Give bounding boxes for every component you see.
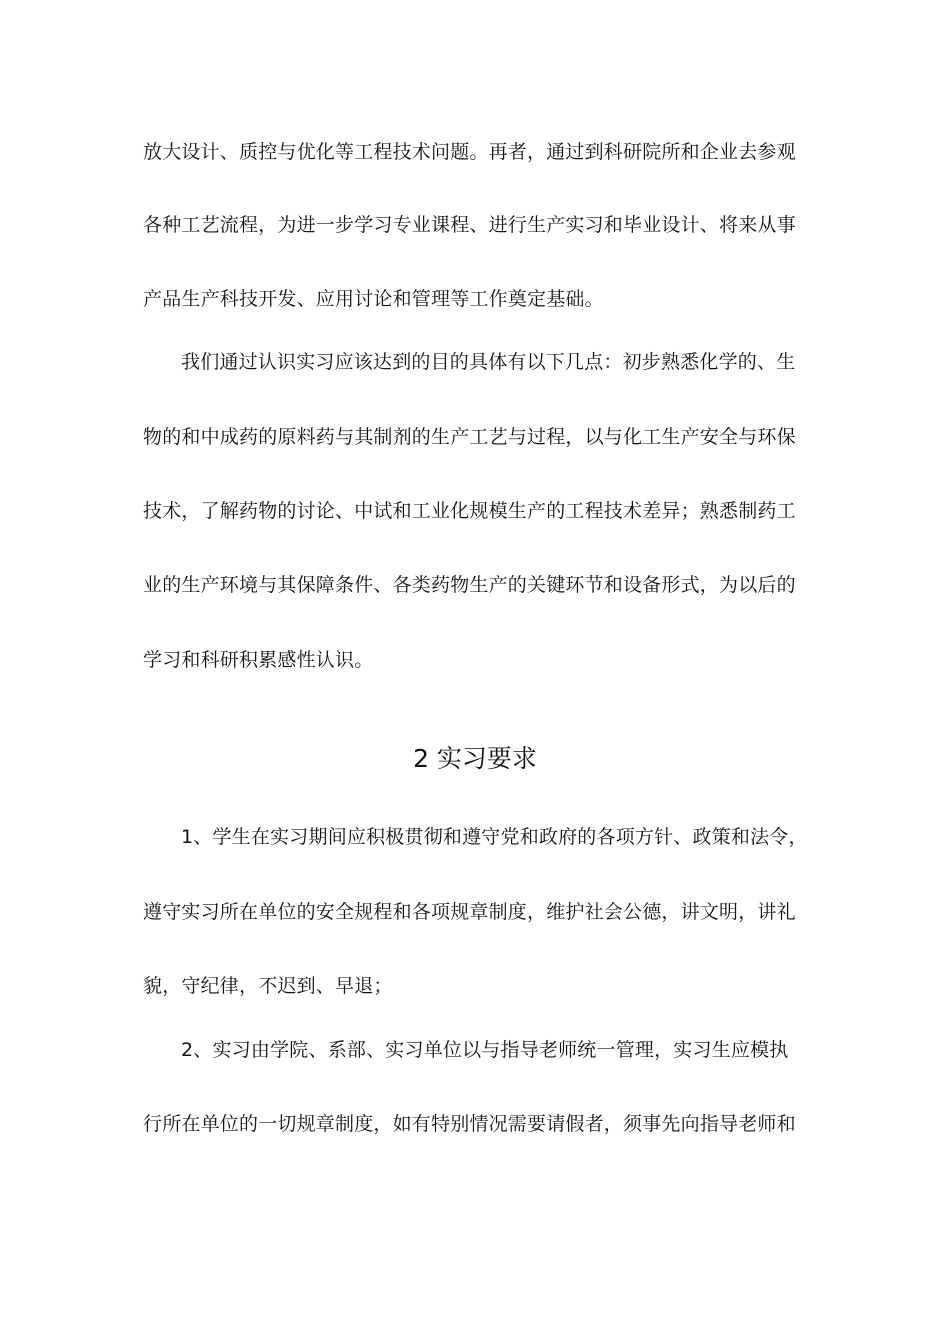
text-line: 物的和中成药的原料药与其制剂的生产工艺与过程，以与化工生产安全与环保	[143, 426, 796, 448]
text-line: 放大设计、质控与优化等工程技术问题。再者，通过到科研院所和企业去参观	[143, 141, 796, 163]
text-line: 学习和科研积累感性认识。	[143, 649, 374, 671]
text-line: 我们通过认识实习应该达到的目的具体有以下几点：初步熟悉化学的、生	[181, 351, 796, 373]
section-heading: 2 实习要求	[413, 744, 537, 773]
text-line: 产品生产科技开发、应用讨论和管理等工作奠定基础。	[143, 288, 604, 310]
text-line: 技术，了解药物的讨论、中试和工业化规模生产的工程技术差异；熟悉制药工	[143, 500, 796, 522]
text-line: 行所在单位的一切规章制度，如有特别情况需要请假者，须事先向指导老师和	[143, 1113, 796, 1135]
text-line: 2、实习由学院、系部、实习单位以与指导老师统一管理，实习生应模执	[181, 1039, 789, 1061]
text-line: 遵守实习所在单位的安全规程和各项规章制度，维护社会公德，讲文明，讲礼	[143, 901, 796, 923]
text-line: 各种工艺流程，为进一步学习专业课程、进行生产实习和毕业设计、将来从事	[143, 214, 796, 236]
text-line: 1、学生在实习期间应积极贯彻和遵守党和政府的各项方针、政策和法令，	[181, 826, 808, 848]
text-line: 貌，守纪律，不迟到、早退；	[143, 975, 393, 997]
text-line: 业的生产环境与其保障条件、各类药物生产的关键环节和设备形式，为以后的	[143, 574, 796, 596]
